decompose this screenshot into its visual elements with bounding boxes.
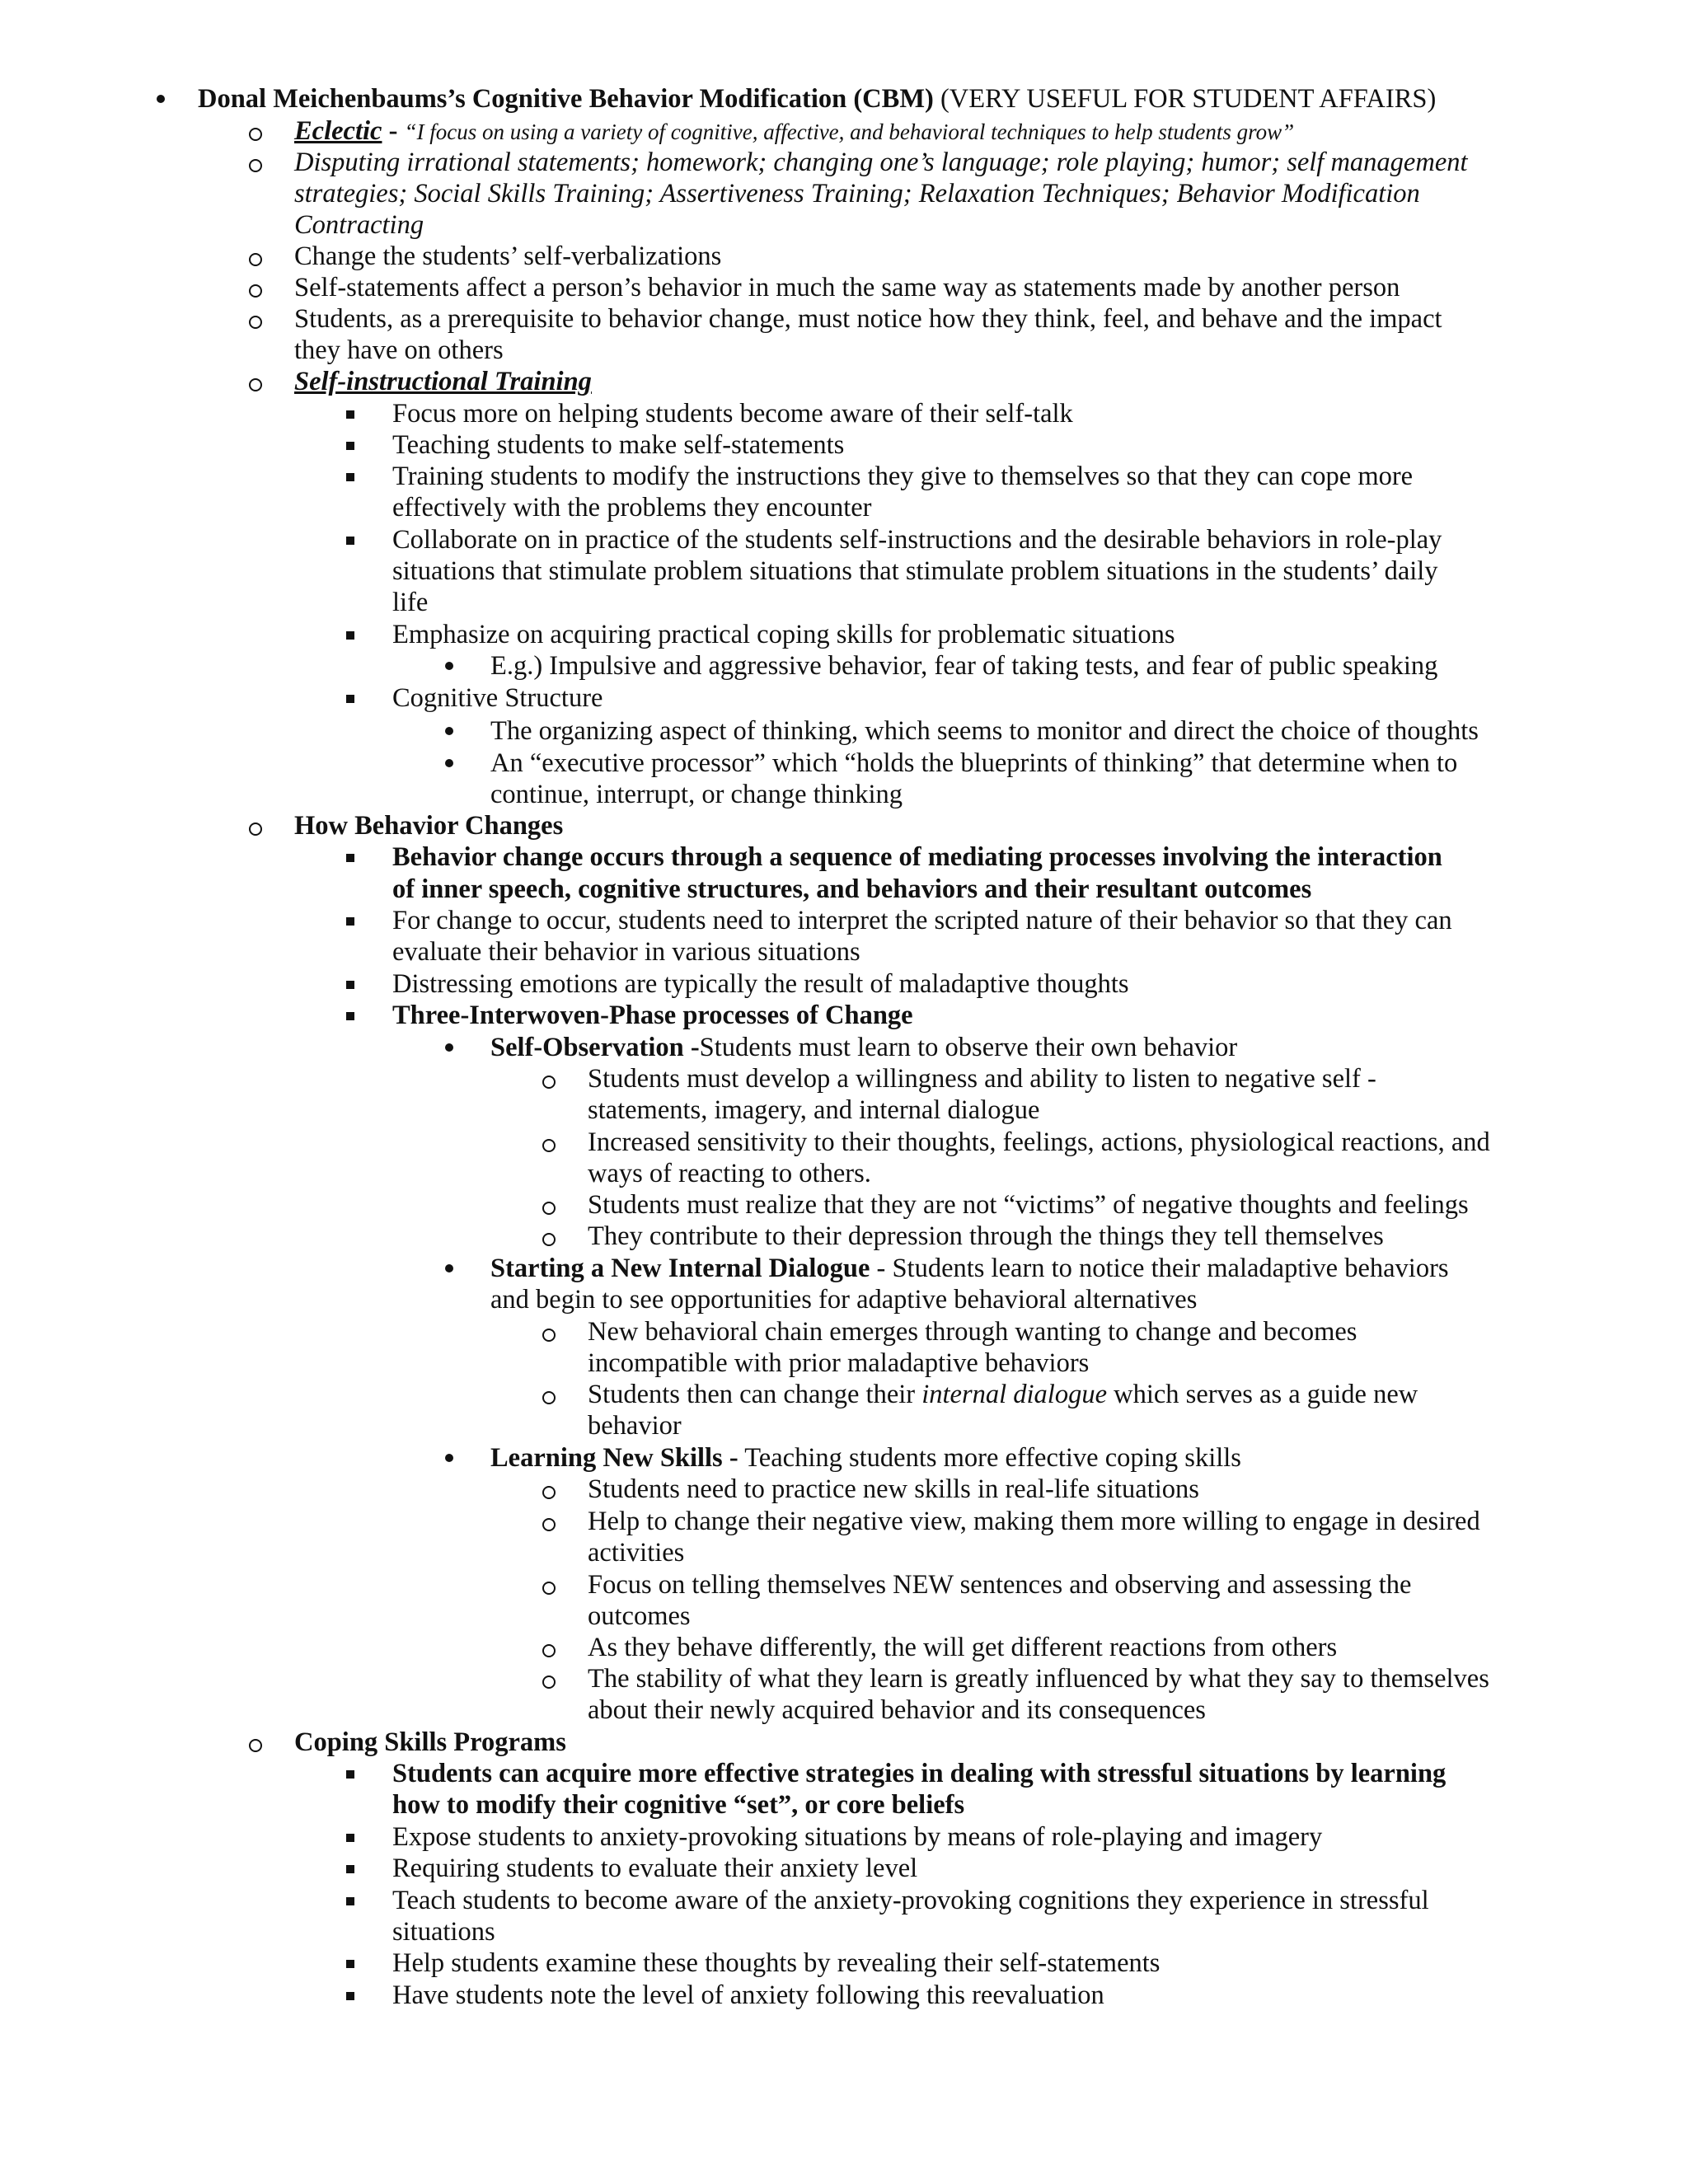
outline-square-bullet-icon [346,1012,354,1020]
outline-square-bullet-icon [346,1992,354,2000]
text-run: Coping Skills Programs [294,1727,566,1757]
outline-line [198,82,1436,115]
text-run: Students must learn to observe their own behavior [699,1033,1238,1062]
text-run: Starting a New Internal Dialogue [490,1254,870,1283]
outline-line [294,302,1442,335]
outline-line [588,1062,1376,1095]
text-run: of inner speech, cognitive structures, and behaviors and their resultant outcomes [392,874,1312,904]
outline-square-bullet-icon [346,1960,354,1968]
text-run: Three-Interwoven-Phase processes of Change [392,1001,913,1030]
text-run: internal dialogue [921,1380,1107,1409]
text-run: Increased sensitivity to their thoughts, feelings, actions, physiological reactions, and [588,1127,1490,1157]
outline-line [588,1662,1489,1695]
text-run: They contribute to their depression through the things they tell themselves [588,1221,1384,1251]
text-run: ways of reacting to others. [588,1159,871,1188]
text-run: “I focus on using a variety of cognitive, affective, and behavioral techniques to help students grow” [404,120,1295,144]
outline-line [392,968,1129,1001]
text-run: How Behavior Changes [294,811,564,841]
outline-line [392,1788,964,1821]
outline-line [392,873,1311,906]
outline-line [392,397,1073,430]
outline-ring-bullet-icon [542,1202,556,1215]
outline-line [490,715,1479,748]
outline-square-bullet-icon [346,854,354,862]
outline-dot-bullet-icon [445,759,453,767]
outline-dot-bullet-icon [445,1454,453,1462]
outline-line [588,1220,1384,1253]
text-run: strategies; Social Skills Training; Assertiveness Training; Relaxation Techniques; Behavior Modification [294,179,1420,209]
text-run: Cognitive Structure [392,683,603,713]
outline-line [294,1726,566,1759]
text-run: about their newly acquired behavior and its consequences [588,1695,1206,1725]
outline-line [294,209,424,241]
outline-ring-bullet-icon [542,1076,556,1089]
outline-line [294,240,721,273]
outline-square-bullet-icon [346,1865,354,1873]
outline-ring-bullet-icon [542,1329,556,1342]
text-run: Teach students to become aware of the anxiety-provoking cognitions they experience in stressful [392,1886,1429,1915]
text-run: Have students note the level of anxiety following this reevaluation [392,1980,1104,2010]
outline-dot-bullet-icon [157,95,165,103]
outline-ring-bullet-icon [249,159,262,172]
outline-line [490,1441,1241,1474]
outline-line [490,1031,1237,1064]
outline-square-bullet-icon [346,1897,354,1905]
text-run: behavior [588,1411,682,1441]
outline-line [392,460,1413,493]
outline-line [588,1505,1480,1538]
text-run: Self-Observation - [490,1033,700,1062]
outline-line [490,1252,1449,1285]
outline-ring-bullet-icon [542,1233,556,1246]
outline-square-bullet-icon [346,473,354,481]
text-run: incompatible with prior maladaptive behaviors [588,1348,1090,1378]
outline-line [294,809,563,842]
outline-line [294,334,504,367]
text-run: life [392,588,429,617]
outline-square-bullet-icon [346,410,354,419]
outline-line [392,429,844,462]
text-run: Contracting [294,210,424,240]
text-run: Training students to modify the instructions they give to themselves so that they can cope more [392,462,1414,491]
outline-ring-bullet-icon [249,253,262,266]
text-run: evaluate their behavior in various situations [392,937,860,967]
text-run: Focus on telling themselves NEW sentences and observing and assessing the [588,1570,1412,1600]
outline-line [588,1631,1337,1664]
text-run: situations that stimulate problem situations that stimulate problem situations in the students’ daily [392,556,1438,586]
text-run: Expose students to anxiety-provoking situations by means of role-playing and imagery [392,1822,1323,1852]
outline-ring-bullet-icon [542,1486,556,1499]
outline-line [392,618,1175,651]
text-run: New behavioral chain emerges through wanting to change and becomes [588,1317,1357,1347]
outline-line [294,177,1420,210]
outline-line [392,935,860,968]
outline-line [490,778,903,811]
outline-square-bullet-icon [346,695,354,703]
text-run: Donal Meichenbaums’s Cognitive Behavior Modification (CBM) [198,84,934,114]
outline-ring-bullet-icon [542,1139,556,1152]
outline-line [588,1347,1089,1380]
text-run: Self-statements affect a person’s behavior in much the same way as statements made by another person [294,273,1400,302]
text-run: Students then can change their [588,1380,922,1409]
outline-line [392,1915,495,1948]
outline-square-bullet-icon [346,631,354,640]
text-run: Distressing emotions are typically the result of maladaptive thoughts [392,969,1129,999]
outline-line [588,1536,684,1569]
text-run: - [382,116,405,146]
outline-ring-bullet-icon [249,1739,262,1752]
outline-dot-bullet-icon [445,1043,453,1052]
outline-dot-bullet-icon [445,1264,453,1272]
outline-line [392,682,603,715]
outline-line [392,586,428,619]
outline-dot-bullet-icon [445,662,453,670]
outline-square-bullet-icon [346,537,354,545]
outline-square-bullet-icon [346,917,354,926]
outline-dot-bullet-icon [445,727,453,735]
outline-square-bullet-icon [346,981,354,989]
outline-ring-bullet-icon [542,1518,556,1531]
outline-line [392,523,1442,556]
outline-ring-bullet-icon [249,284,262,298]
text-run: - Students learn to notice their maladaptive behaviors [870,1254,1449,1283]
text-run: they have on others [294,335,504,365]
text-run: Students must realize that they are not “victims” of negative thoughts and feelings [588,1190,1469,1220]
text-run: activities [588,1538,685,1568]
outline-line [392,841,1442,874]
outline-line [392,1852,917,1885]
text-run: Eclectic [294,116,382,146]
text-run: Help students examine these thoughts by revealing their self-statements [392,1948,1160,1978]
text-run: Change the students’ self-verbalizations [294,241,722,271]
outline-line [392,1884,1429,1917]
text-run: Requiring students to evaluate their anxiety level [392,1854,918,1883]
text-run: situations [392,1917,495,1947]
outline-line [588,1694,1206,1727]
outline-line [294,146,1468,179]
outline-ring-bullet-icon [249,823,262,836]
text-run: Students must develop a willingness and ability to listen to negative self - [588,1064,1376,1094]
text-run: Students, as a prerequisite to behavior change, must notice how they think, feel, and behave and the impact [294,304,1442,334]
outline-line [588,1378,1418,1411]
text-run: E.g.) Impulsive and aggressive behavior, fear of taking tests, and fear of public speaking [490,651,1438,681]
text-run: As they behave differently, the will get different reactions from others [588,1633,1338,1662]
outline-line [392,1947,1160,1980]
outline-line [392,1979,1104,2012]
outline-line [392,1757,1446,1790]
text-run: Focus more on helping students become aware of their self-talk [392,399,1073,429]
text-run: Students need to practice new skills in real-life situations [588,1474,1199,1504]
outline-line [490,649,1437,682]
outline-square-bullet-icon [346,1770,354,1779]
text-run: and begin to see opportunities for adaptive behavioral alternatives [490,1285,1198,1315]
text-run: For change to occur, students need to interpret the scripted nature of their behavior so that they can [392,906,1452,935]
text-run: Collaborate on in practice of the students self-instructions and the desirable behaviors in role-play [392,525,1442,555]
outline-line [294,271,1400,304]
text-run: Self-instructional Training [294,367,592,396]
text-run: how to modify their cognitive “set”, or core beliefs [392,1790,965,1820]
outline-square-bullet-icon [346,442,354,450]
text-run: Emphasize on acquiring practical coping skills for problematic situations [392,620,1175,649]
outline-line [588,1157,871,1190]
outline-line [588,1473,1199,1506]
text-run: Students can acquire more effective strategies in dealing with stressful situations by learning [392,1759,1447,1788]
outline-ring-bullet-icon [542,1675,556,1689]
text-run: Help to change their negative view, making them more willing to engage in desired [588,1507,1480,1536]
outline-ring-bullet-icon [249,378,262,391]
outline-ring-bullet-icon [249,316,262,329]
outline-ring-bullet-icon [542,1391,556,1404]
outline-square-bullet-icon [346,1834,354,1842]
text-run: The stability of what they learn is greatly influenced by what they say to themselves [588,1664,1489,1694]
outline-line [588,1568,1412,1601]
text-run: The organizing aspect of thinking, which seems to monitor and direct the choice of thoughts [490,716,1479,746]
outline-line [588,1094,1039,1127]
outline-line [392,555,1438,588]
outline-ring-bullet-icon [542,1644,556,1657]
outline-line [588,1188,1469,1221]
text-run: outcomes [588,1601,691,1631]
text-run: effectively with the problems they encounter [392,493,872,523]
text-run: which serves as a guide new [1107,1380,1418,1409]
outline-ring-bullet-icon [542,1582,556,1595]
text-run: Disputing irrational statements; homework; changing one’s language; role playing; humor; self management [294,148,1468,177]
outline-line [490,747,1457,780]
outline-line [588,1600,691,1633]
text-run: statements, imagery, and internal dialogue [588,1095,1040,1125]
text-run: (VERY USEFUL FOR STUDENT AFFAIRS) [933,84,1437,114]
outline-line [392,491,872,524]
outline-line [392,904,1452,937]
text-run: Learning New Skills - [490,1443,738,1473]
text-run: Teaching students to make self-statements [392,430,845,460]
outline-line [588,1126,1490,1159]
outline-ring-bullet-icon [249,128,262,141]
outline-line [588,1409,682,1442]
outline-line [392,1821,1322,1854]
outline-line [490,1283,1197,1316]
text-run: continue, interrupt, or change thinking [490,780,903,809]
outline-line [294,115,1294,148]
outline-line [294,365,592,398]
outline-line [392,999,913,1032]
outline-line [588,1315,1357,1348]
text-run: An “executive processor” which “holds the blueprints of thinking” that determine when to [490,748,1458,778]
text-run: Behavior change occurs through a sequence of mediating processes involving the interaction [392,842,1442,872]
text-run: Teaching students more effective coping skills [738,1443,1241,1473]
